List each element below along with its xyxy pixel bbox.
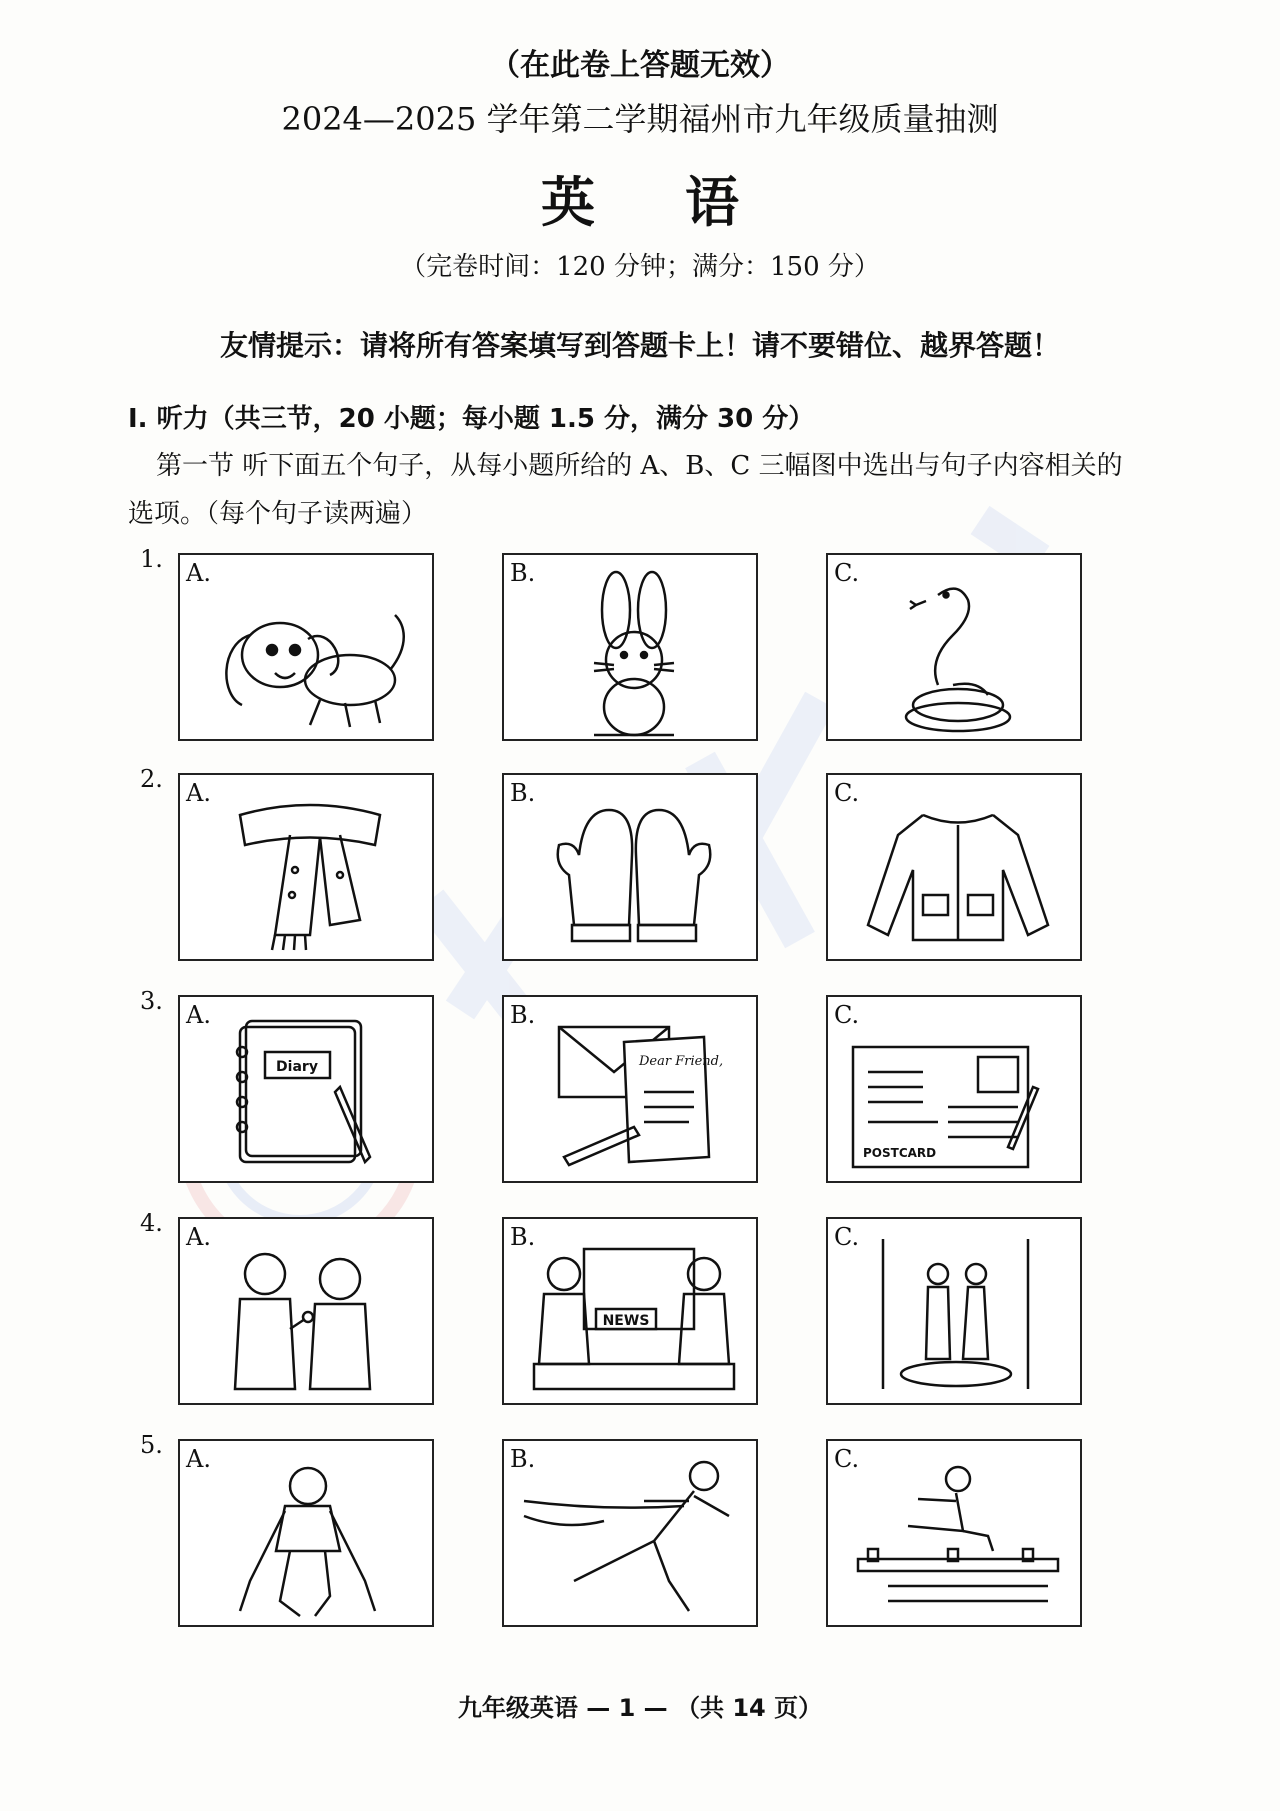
question-number: 3. <box>140 987 163 1015</box>
mittens-icon <box>504 775 760 963</box>
option-label: B. <box>510 1223 536 1251</box>
option-box[interactable] <box>826 995 1082 1183</box>
option-box[interactable] <box>502 1439 758 1627</box>
dog-icon <box>180 555 436 743</box>
exam-title: 2024—2025 学年第二学期福州市九年级质量抽测 <box>281 100 999 138</box>
diary-text: Diary <box>276 1059 318 1075</box>
news-anchors-icon <box>504 1219 760 1407</box>
subject-title: 英语 <box>541 170 829 234</box>
section-heading: I. 听力（共三节，20 小题；每小题 1.5 分，满分 30 分） <box>128 404 815 434</box>
option-box[interactable] <box>502 1217 758 1405</box>
option-box[interactable] <box>826 773 1082 961</box>
option-box[interactable] <box>826 553 1082 741</box>
option-label: C. <box>834 1223 860 1251</box>
option-label: C. <box>834 559 860 587</box>
option-label: C. <box>834 1001 860 1029</box>
option-label: A. <box>186 1223 211 1251</box>
sprinter-start-icon <box>180 1441 436 1629</box>
friendly-reminder: 友情提示：请将所有答案填写到答题卡上！请不要错位、越界答题！ <box>219 329 1060 362</box>
option-label: A. <box>186 1445 211 1473</box>
diary-icon <box>180 997 436 1185</box>
question-number: 1. <box>140 545 163 573</box>
option-label: B. <box>510 559 536 587</box>
option-label: B. <box>510 779 536 807</box>
question-number: 2. <box>140 765 163 793</box>
invalid-answer-notice: （在此卷上答题无效） <box>490 48 790 83</box>
option-label: B. <box>510 1001 536 1029</box>
postcard-icon <box>828 997 1084 1185</box>
option-label: C. <box>834 779 860 807</box>
option-box[interactable] <box>826 1439 1082 1627</box>
exam-info: （完卷时间：120 分钟；满分：150 分） <box>400 252 880 282</box>
option-label: A. <box>186 1001 211 1029</box>
option-box[interactable] <box>178 1439 434 1627</box>
option-box[interactable] <box>178 995 434 1183</box>
interview-icon <box>180 1219 436 1407</box>
option-box[interactable] <box>826 1217 1082 1405</box>
letter-icon <box>504 997 760 1185</box>
scarf-icon <box>180 775 436 963</box>
stage-performers-icon <box>828 1219 1084 1407</box>
option-box[interactable] <box>502 773 758 961</box>
question-number: 5. <box>140 1431 163 1459</box>
option-box[interactable] <box>178 1217 434 1405</box>
page-footer: 九年级英语 — 1 — （共 14 页） <box>457 1694 823 1722</box>
coat-icon <box>828 775 1084 963</box>
option-label: B. <box>510 1445 536 1473</box>
option-label: C. <box>834 1445 860 1473</box>
option-box[interactable] <box>178 553 434 741</box>
letter-greeting: Dear Friend, <box>639 1054 724 1069</box>
section-instruction: 第一节 听下面五个句子，从每小题所给的 A、B、C 三幅图中选出与句子内容相关的选项。（每个句子读两遍） <box>128 451 1123 529</box>
option-label: A. <box>186 779 211 807</box>
rabbit-icon <box>504 555 760 743</box>
long-jump-icon <box>828 1441 1084 1629</box>
option-box[interactable] <box>178 773 434 961</box>
news-text: NEWS <box>602 1313 650 1329</box>
option-label: A. <box>186 559 211 587</box>
postcard-text: POSTCARD <box>863 1146 937 1160</box>
option-box[interactable] <box>502 995 758 1183</box>
runner-finish-icon <box>504 1441 760 1629</box>
question-number: 4. <box>140 1209 163 1237</box>
option-box[interactable] <box>502 553 758 741</box>
snake-icon <box>828 555 1084 743</box>
